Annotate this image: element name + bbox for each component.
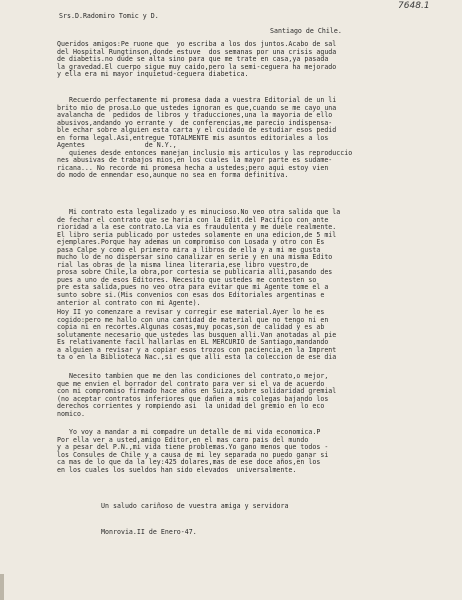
paragraph-contract: Mi contrato esta legalizado y es minucioso.No veo otra salida que la de fechar el contrato que se haria con la Edit.del Pacifico con ante rioridad a la ese contrato.La via es fraudulenta y me duele realmente. El libro seria publicado por ustedes solamente en una edicion,de 5 mil ejemplares.Porque hay ademas un compromiso con Losada y otro con Es pasa Calpe y como el primero mira a libros de ella y a mi me gusta mucho lo de no dispersar sino canalizar en serie y en una misma Edito rial las obras de la misma linea literaria,ese libro vuestro,de prosa sobre Chile,la obra,por cortesia se publicaria alli,pasando des pues a uno de esos Editores. Necesito que ustedes me contesten so pre esta salida,pues no veo otra para evitar que mi Agente tome el a sunto sobre si.(Mis convenios con esas dos Editoriales argentinas e anterior al contrato con mi Agente). (57, 208, 341, 307)
closing-line: Un saludo cariñoso de vuestra amiga y servidora (101, 502, 289, 510)
city-line: Santiago de Chile. (270, 27, 342, 35)
archive-number: 7648.1 (398, 1, 430, 11)
page-edge-mark (0, 574, 4, 600)
paragraph-greeting: Queridos amigos:Pe ruone que yo escriba a los dos juntos.Acabo de sal del Hospital Rungtinson,donde estuve dos semanas por una crisis aguda de diabetis.no dude se alta sino para que me trate en casa,ya pasada la gravedad.El cuerpo sigue muy caido,pero la semi-ceguera ha mejorado y ella era mi mayor inquietud-ceguera diabetica. (57, 40, 337, 79)
paragraph-promise: Recuerdo perfectamente mi promesa dada a vuestra Editorial de un li brito mio de prosa.Lo que ustedes ignoran es que,cuando se me cayo una avalancha de pedidos de libros y traducciones,una la mayoria de ello abusivos,andando yo errante y de conferencias,me parecio indispensa- ble echar sobre alguien esta carta y el cuidado de estudiar esos pedid en forma legal.Asi,entregue TOTALMENTE mis asuntos editoriales a los Agentes de N.Y., quienes desde entonces manejan inclusio mis articulos y las reproduccio nes abusivas de trabajos mios,en los cuales la mayor parte es sudame- ricana... No recorde mi promesa hecha a ustedes;pero aqui estoy vien do modo de enmendar eso,aunque no sea en forma definitiva. (57, 96, 353, 180)
paragraph-conditions: Necesito tambien que me den las condiciones del contrato,o mejor, que me envien el borrador del contrato para ver si el va de acuerdo con mi compromiso firmado hace años en Suiza,sobre solidaridad gremial (no aceptar contratos inferiores que dañen a mis colegas bajando los derechos corrientes y rompiendo asi la unidad del gremio en lo eco nomico. (57, 372, 337, 418)
paragraph-economics: Yo voy a mandar a mi compadre un detalle de mi vida economica.P Por ella ver a usted,amigo Editor,en el mas caro pais del mundo y a pesar del P.N.,mi vida tiene problemas.Yo gano menos que todos - los Consules de Chile y a causa de mi ley separada no puedo ganar si ca mas de lo que da la ley:425 dolares,mas de ese doce años,en los en los cuales los sueldos han sido elevados universalmente. (57, 428, 329, 474)
addressee-line: Srs.D.Radomiro Tomic y D. (59, 12, 159, 20)
date-line: Monrovia.II de Enero-47. (101, 528, 197, 536)
paragraph-material: Hoy II yo comenzare a revisar y corregir ese material.Ayer lo he es cogido:pero me hallo con una cantidad de material que no tengo ni en copia ni en recortes.Algunas cosas,muy pocas,son de calidad y es ab solutamente necesario que ustedes las busquen alli.Van anotadas al pie Es relativamente facil hallarlas en EL MERCURIO de Santiago,mandando a alguien a revisar y a copiar esos trozos con paciencia,en la Imprent ta o en la Biblioteca Nac.,si es que alli esta la coleccion de ese dia (57, 308, 337, 362)
